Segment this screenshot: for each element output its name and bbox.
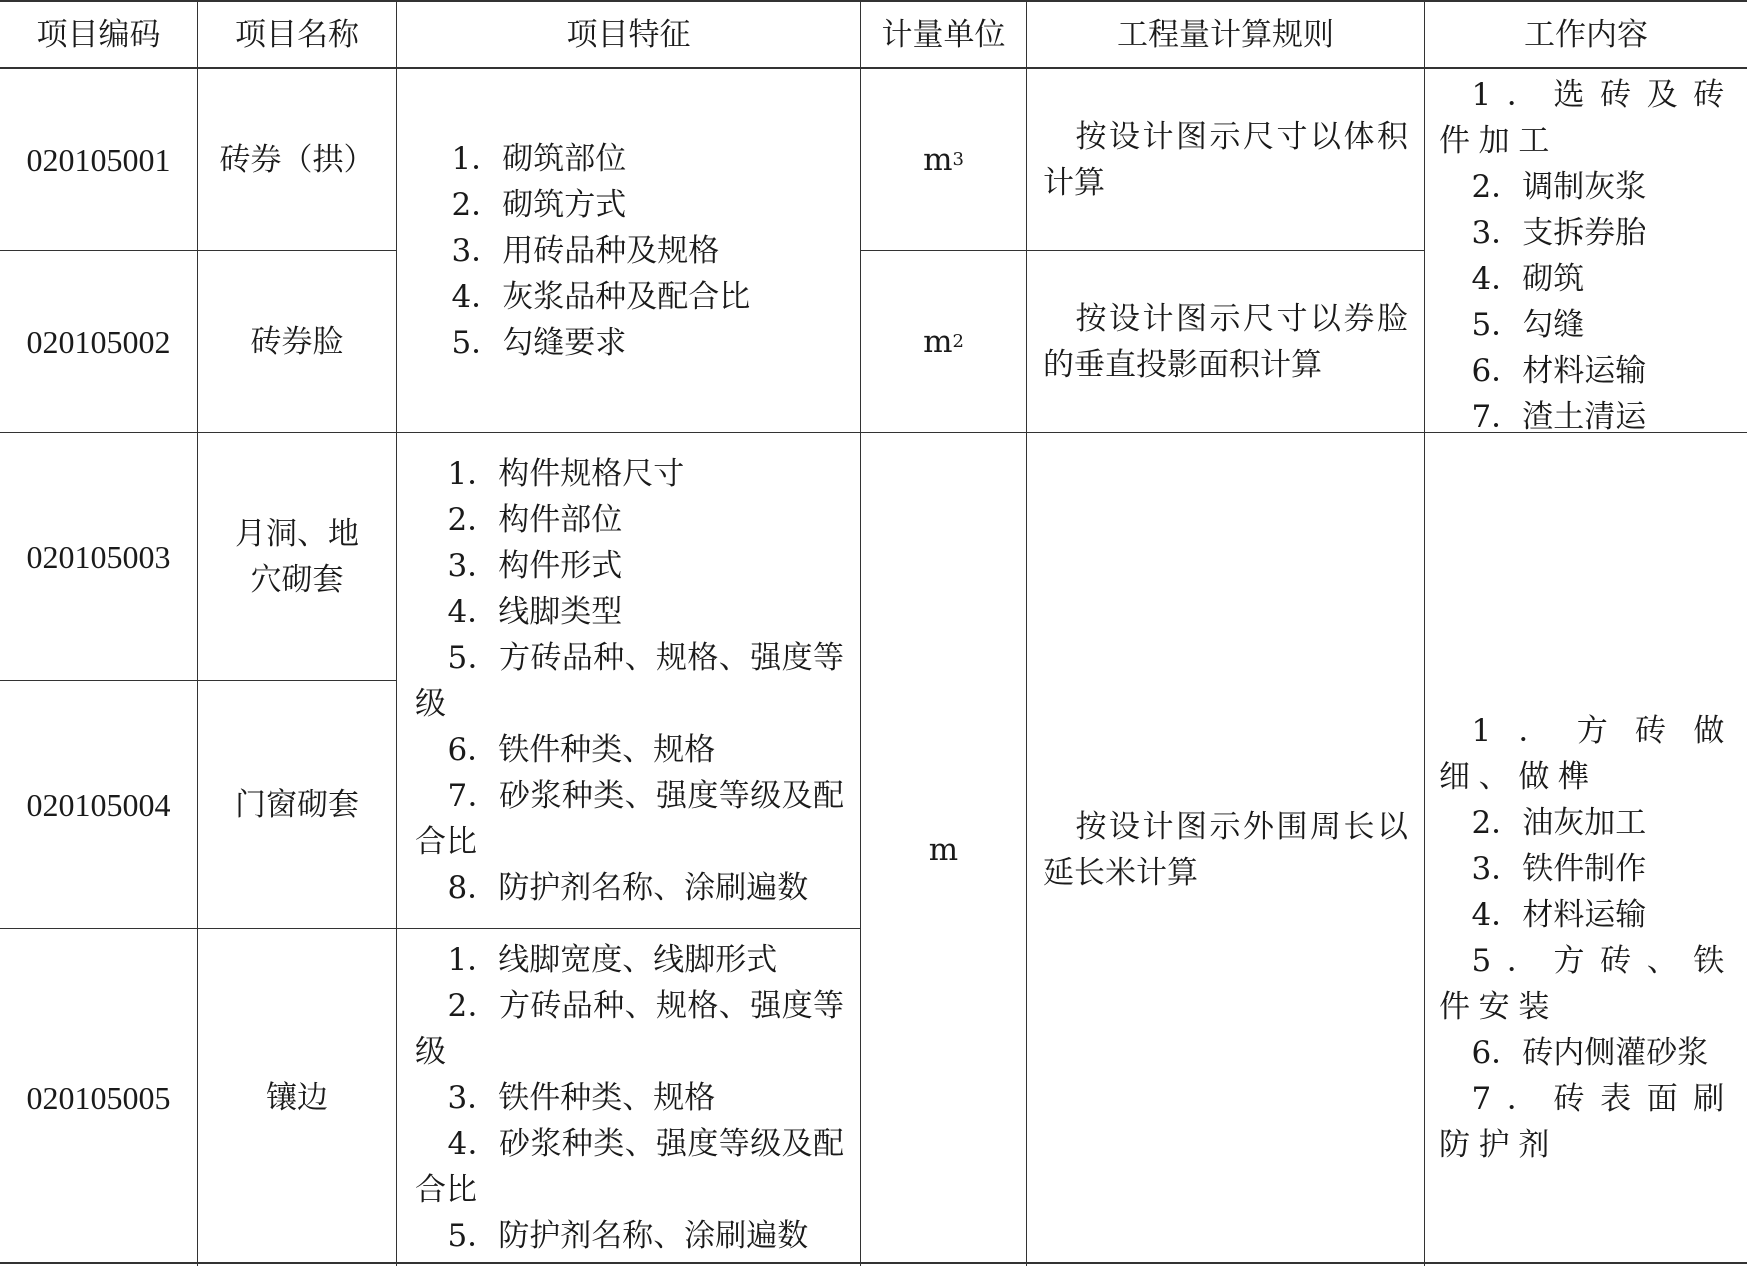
- feature-3-3: 3．铁件种类、规格: [447, 1079, 716, 1116]
- feature-2-6: 6．铁件种类、规格: [447, 731, 716, 768]
- item-name-3-text: 月洞、地穴砌套: [235, 515, 359, 598]
- header-unit: 计量单位: [861, 2, 1027, 69]
- item-name-1: 砖券（拱）: [198, 69, 397, 251]
- work-group-2: [1425, 433, 1747, 1266]
- item-name-2: 砖券脸: [198, 251, 397, 433]
- feature-1-3: 3．用砖品种及规格: [451, 232, 720, 269]
- feature-3-4: 4．砂浆种类、强度等级及配合比: [415, 1125, 844, 1208]
- header-rule: 工程量计算规则: [1027, 2, 1425, 69]
- work-1-1: 1．选砖及砖件加工: [1439, 76, 1733, 159]
- item-code-4: 020105004: [0, 681, 198, 929]
- work-1-3: 3．支拆券胎: [1471, 214, 1647, 251]
- features-group-1: [397, 69, 861, 433]
- unit-cubic-meter: m 3: [861, 69, 1027, 251]
- item-code-1: 020105001: [0, 69, 198, 251]
- rule-row-1: [1027, 69, 1425, 251]
- feature-3-5: 5．防护剂名称、涂刷遍数: [447, 1217, 809, 1254]
- rule-row-2-text: 按设计图示尺寸以券脸的垂直投影面积计算: [1043, 300, 1408, 383]
- feature-1-1: 1．砌筑部位: [451, 140, 627, 177]
- rule-rows-3-5: [1027, 433, 1425, 1266]
- item-name-3: [198, 433, 397, 681]
- item-code-3: 020105003: [0, 433, 198, 681]
- feature-2-2: 2．构件部位: [447, 501, 623, 538]
- work-1-4: 4．砌筑: [1471, 260, 1585, 297]
- features-group-2: [397, 433, 861, 929]
- feature-3-2: 2．方砖品种、规格、强度等级: [415, 987, 844, 1070]
- feature-1-4: 4．灰浆品种及配合比: [451, 278, 751, 315]
- work-2-4: 4．材料运输: [1471, 896, 1647, 933]
- item-name-5: 镶边: [198, 929, 397, 1266]
- item-code-2: 020105002: [0, 251, 198, 433]
- feature-2-7: 7．砂浆种类、强度等级及配合比: [415, 777, 844, 860]
- item-code-5: 020105005: [0, 929, 198, 1266]
- work-1-7: 7．渣土清运: [1471, 398, 1647, 433]
- features-group-3: [397, 929, 861, 1266]
- rule-row-2: [1027, 251, 1425, 433]
- feature-2-5: 5．方砖品种、规格、强度等级: [415, 639, 844, 722]
- feature-2-3: 3．构件形式: [447, 547, 623, 584]
- header-name: 项目名称: [198, 2, 397, 69]
- work-2-7: 7．砖表面刷防护剂: [1439, 1080, 1733, 1163]
- rule-row-1-text: 按设计图示尺寸以体积计算: [1043, 118, 1408, 201]
- feature-2-4: 4．线脚类型: [447, 593, 623, 630]
- unit-square-meter: m 2: [861, 251, 1027, 433]
- work-1-2: 2．调制灰浆: [1471, 168, 1647, 205]
- work-2-1: 1．方砖做细、做榫: [1439, 712, 1733, 795]
- feature-3-1: 1．线脚宽度、线脚形式: [447, 941, 778, 978]
- rule-rows-3-5-text: 按设计图示外围周长以延长米计算: [1043, 808, 1408, 891]
- item-name-4: 门窗砌套: [198, 681, 397, 929]
- work-1-5: 5．勾缝: [1471, 306, 1585, 343]
- feature-1-5: 5．勾缝要求: [451, 324, 627, 361]
- unit-1-base: m: [923, 141, 953, 178]
- work-group-1: [1425, 69, 1747, 433]
- work-2-6: 6．砖内侧灌砂浆: [1471, 1034, 1709, 1071]
- work-2-2: 2．油灰加工: [1471, 804, 1647, 841]
- header-code: 项目编码: [0, 2, 198, 69]
- unit-meter: m: [861, 433, 1027, 1266]
- feature-2-1: 1．构件规格尺寸: [447, 455, 685, 492]
- work-1-6: 6．材料运输: [1471, 352, 1647, 389]
- feature-2-8: 8．防护剂名称、涂刷遍数: [447, 869, 809, 906]
- work-2-5: 5．方砖、铁件安装: [1439, 942, 1733, 1025]
- unit-2-base: m: [923, 323, 953, 360]
- header-work: 工作内容: [1425, 2, 1747, 69]
- header-features: 项目特征: [397, 2, 861, 69]
- feature-1-2: 2．砌筑方式: [451, 186, 627, 223]
- work-2-3: 3．铁件制作: [1471, 850, 1647, 887]
